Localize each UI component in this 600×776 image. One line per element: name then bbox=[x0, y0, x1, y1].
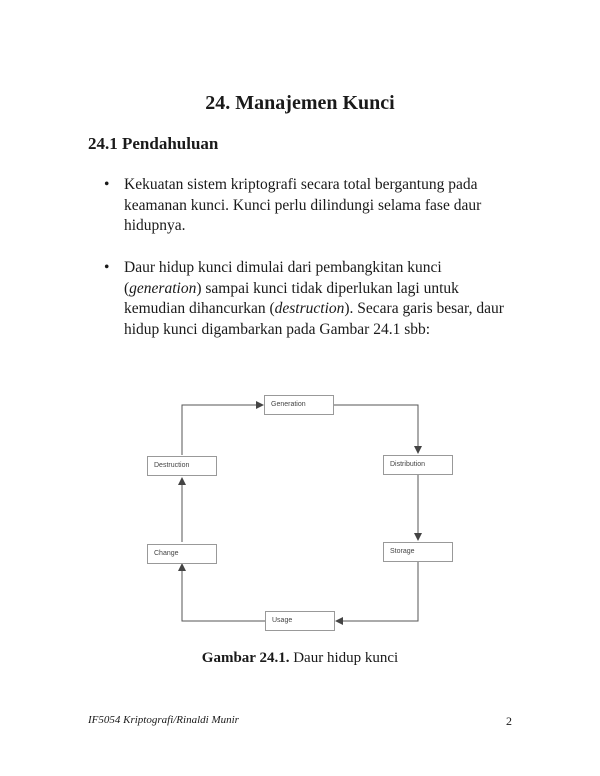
bullet-item bbox=[104, 258, 514, 340]
bullet-text-segment: ). Secara garis besar, daur hidup kunci digambarkan pada Gambar 24.1 sbb: bbox=[124, 300, 504, 338]
bullet-text-segment: destruction bbox=[274, 300, 345, 317]
footer-course: IF5054 Kriptografi/Rinaldi Munir bbox=[88, 714, 239, 726]
figure-caption-label: Gambar 24.1. bbox=[201, 650, 290, 666]
node-distribution: Distribution bbox=[383, 455, 453, 475]
bullet-item bbox=[104, 175, 514, 237]
chapter-title: 24. Manajemen Kunci bbox=[205, 92, 395, 114]
arrow-destruction-to-generation bbox=[182, 405, 263, 455]
bullet-glyph: • bbox=[104, 259, 110, 276]
node-storage: Storage bbox=[383, 542, 453, 562]
bullet-glyph: • bbox=[104, 176, 110, 193]
section-title: 24.1 Pendahuluan bbox=[88, 134, 219, 153]
footer-page-number: 2 bbox=[506, 714, 512, 728]
figure-caption bbox=[0, 650, 600, 667]
arrow-generation-to-distribution bbox=[334, 405, 418, 453]
arrow-storage-to-usage bbox=[336, 562, 418, 621]
node-generation: Generation bbox=[264, 395, 334, 415]
bullet-text-segment: generation bbox=[129, 279, 197, 297]
node-usage: Usage bbox=[265, 611, 335, 631]
key-lifecycle-diagram bbox=[0, 380, 600, 640]
bullet-text bbox=[124, 175, 514, 237]
diagram-arrows bbox=[0, 380, 600, 640]
node-destruction: Destruction bbox=[147, 456, 217, 476]
bullet-text-segment: Daur hidup kunci dimulai dari pembangkitan kunci ( bbox=[124, 259, 442, 297]
bullet-text-segment: ) sampai kunci tidak diperlukan lagi untuk kemudian dihancurkan ( bbox=[124, 279, 459, 317]
bullet-text bbox=[124, 258, 514, 340]
bullet-text-segment: Kekuatan sistem kriptografi secara total bergantung pada keamanan kunci. Kunci perlu dilindungi selama fase daur hidupnya. bbox=[124, 176, 482, 234]
node-change: Change bbox=[147, 544, 217, 564]
arrow-usage-to-change bbox=[182, 564, 265, 621]
figure-caption-text: Daur hidup kunci bbox=[289, 650, 399, 666]
